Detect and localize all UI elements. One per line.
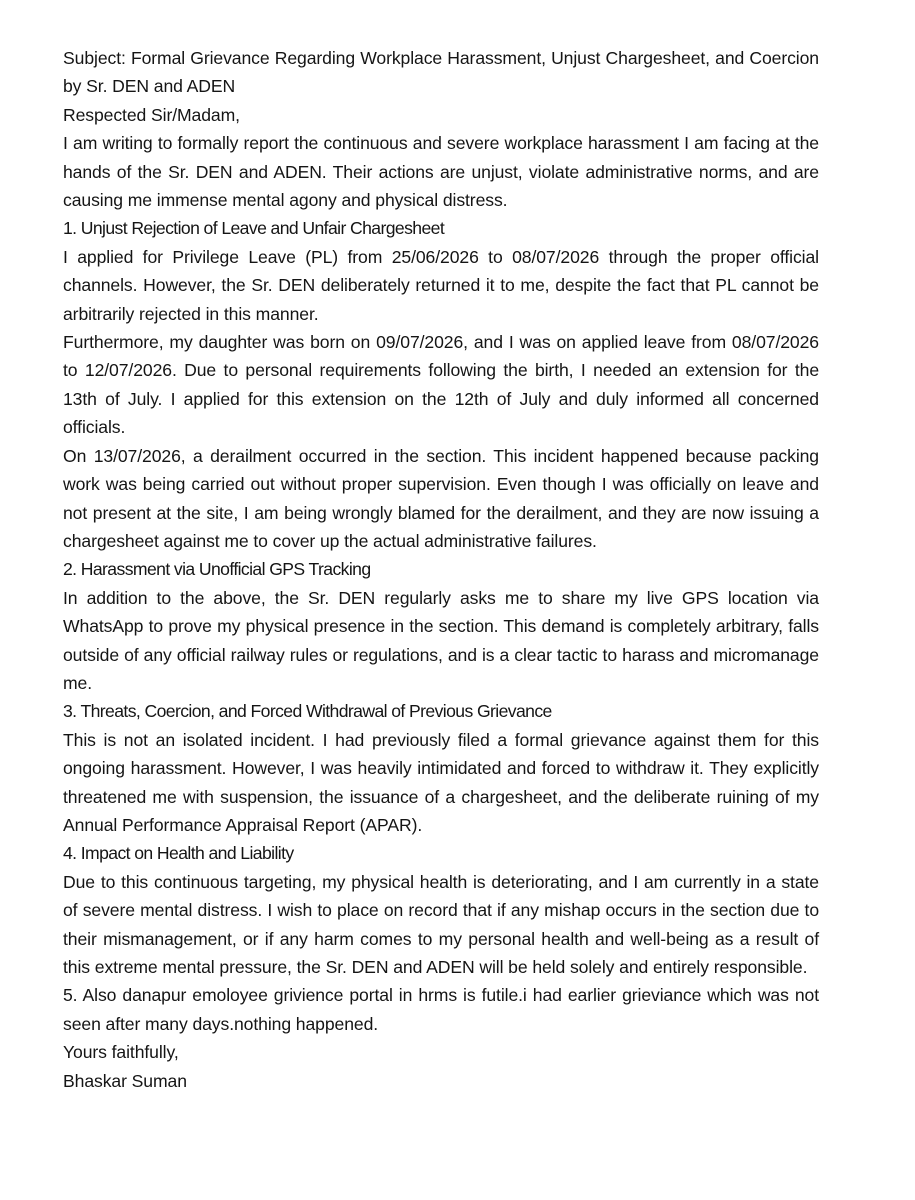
- closing-line: Yours faithfully,: [63, 1042, 179, 1063]
- section-4-heading: 4. Impact on Health and Liability: [63, 843, 294, 864]
- section-3-paragraph: This is not an isolated incident. I had previously filed a formal grievance against them for this ongoing harassment. However, I was heavily intimidated and forced to withdraw it. They explicitly threatened me with suspension, the issuance of a chargesheet, and the deliberate ruining of my Annual Performance Appraisal Report (APAR).: [63, 729, 819, 835]
- section-1-paragraph-1: I applied for Privilege Leave (PL) from 25/06/2026 to 08/07/2026 through the proper official channels. However, the Sr. DEN deliberately returned it to me, despite the fact that PL cannot be arbitrarily rejected in this manner.: [63, 246, 819, 324]
- salutation: Respected Sir/Madam,: [63, 104, 240, 125]
- letter-body: [63, 44, 819, 1095]
- subject-line: Subject: Formal Grievance Regarding Workplace Harassment, Unjust Chargesheet, and Coercion by Sr. DEN and ADEN: [63, 48, 819, 97]
- intro-paragraph: I am writing to formally report the continuous and severe workplace harassment I am facing at the hands of the Sr. DEN and ADEN. Their actions are unjust, violate administrative norms, and are causing me immense mental agony and physical distress.: [63, 133, 819, 211]
- section-1-heading: 1. Unjust Rejection of Leave and Unfair Chargesheet: [63, 218, 445, 239]
- section-1-paragraph-3: On 13/07/2026, a derailment occurred in the section. This incident happened because packing work was being carried out without proper supervision. Even though I was officially on leave and not present at the site, I am being wrongly blamed for the derailment, and they are now issuing a chargesheet against me to cover up the actual administrative failures.: [63, 445, 819, 551]
- section-2-heading: 2. Harassment via Unofficial GPS Tracking: [63, 559, 371, 580]
- section-2-paragraph: In addition to the above, the Sr. DEN regularly asks me to share my live GPS location via WhatsApp to prove my physical presence in the section. This demand is completely arbitrary, falls outside of any official railway rules or regulations, and is a clear tactic to harass and micromanage me.: [63, 587, 819, 693]
- section-1-paragraph-2: Furthermore, my daughter was born on 09/07/2026, and I was on applied leave from 08/07/2026 to 12/07/2026. Due to personal requirements following the birth, I needed an extension for the 13th of July. I applied for this extension on the 12th of July and duly informed all concerned officials.: [63, 332, 819, 438]
- section-3-heading: 3. Threats, Coercion, and Forced Withdrawal of Previous Grievance: [63, 701, 552, 722]
- section-5-paragraph: 5. Also danapur emoloyee grivience portal in hrms is futile.i had earlier grieviance which was not seen after many days.nothing happened.: [63, 985, 819, 1034]
- section-4-paragraph: Due to this continuous targeting, my physical health is deteriorating, and I am currently in a state of severe mental distress. I wish to place on record that if any mishap occurs in the section due to their mismanagement, or if any harm comes to my personal health and well-being as a result of this extreme mental pressure, the Sr. DEN and ADEN will be held solely and entirely responsible.: [63, 871, 819, 977]
- signature-name: Bhaskar Suman: [63, 1070, 187, 1091]
